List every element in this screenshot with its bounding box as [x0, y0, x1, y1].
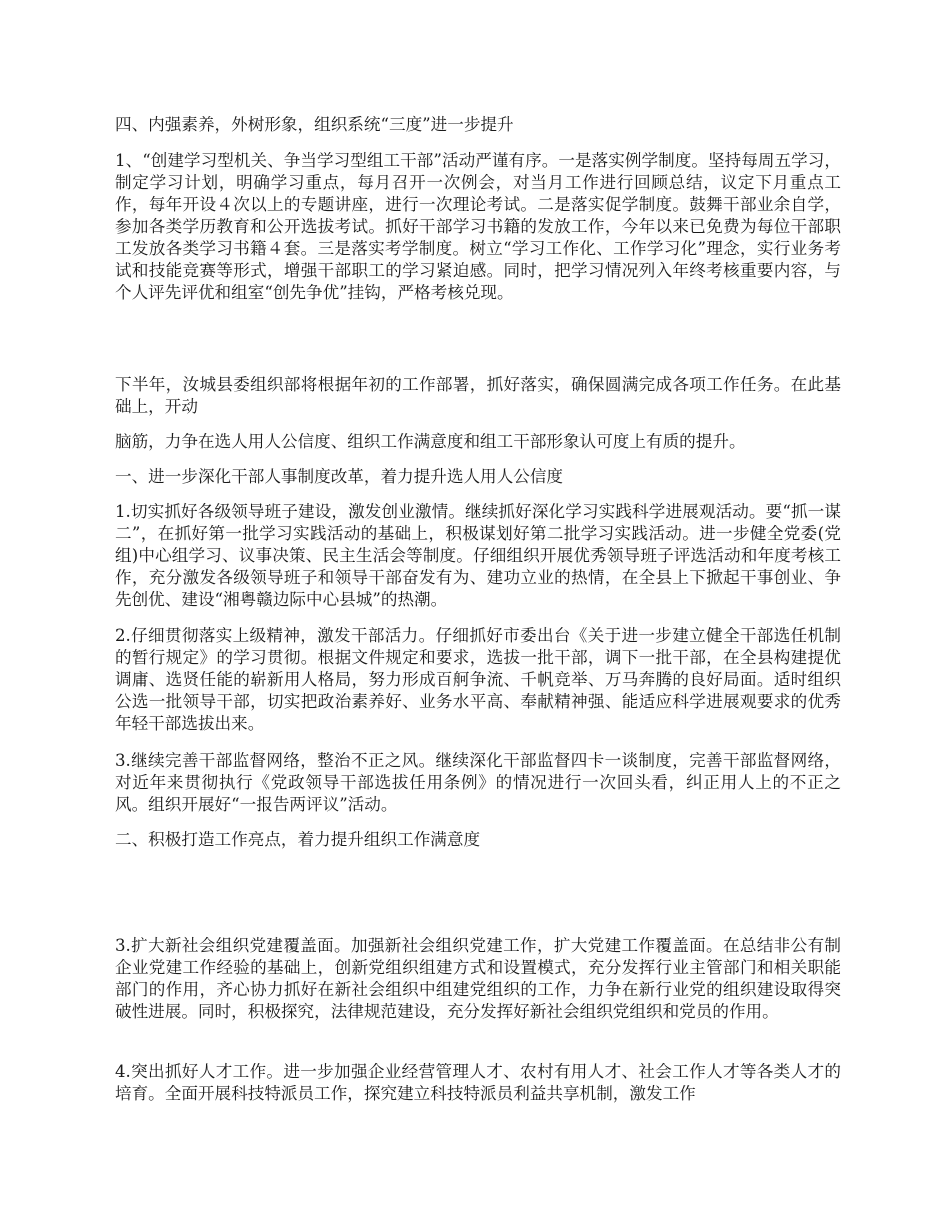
section-heading-2: 二、积极打造工作亮点，着力提升组织工作满意度 — [115, 830, 481, 849]
paragraph-goal-statement: 脑筋，力争在选人用人公信度、组织工作满意度和组工干部形象认可度上有质的提升。 — [115, 432, 746, 451]
paragraph-learning-organization: 1、“创建学习型机关、争当学习型组工干部”活动严谨有序。一是落实例学制度。坚持每周五学习，制定学习计划，明确学习重点，每月召开一次例会，对当月工作进行回顾总结，议定下月重点工作，每年开设４次以上的专题讲座，进行一次理论考试。二是落实促学制度。鼓舞干部业余自学，参加各类学历教育和公开选拔考试。抓好干部学习书籍的发放工作，今年以来已免费为每位干部职工发放各类学习书籍４套。三是落实考学制度。树立“学习工作化、工作学习化”理念，实行业务考试和技能竞赛等形式，增强干部职工的学习紧迫感。同时，把学习情况列入年终考核重要内容，与个人评先评优和组室“创先争优”挂钩，严格考核兑现。 — [115, 151, 841, 302]
paragraph-supervision-network: 3.继续完善干部监督网络，整治不正之风。继续深化干部监督四卡一谈制度，完善干部监督网络，对近年来贯彻执行《党政领导干部选拔任用条例》的情况进行一次回头看，纠正用人上的不正之风。组织开展好“一报告两评议”活动。 — [115, 751, 841, 814]
section-heading-4: 四、内强素养，外树形象，组织系统“三度”进一步提升 — [115, 115, 514, 134]
paragraph-talent-work: 4.突出抓好人才工作。进一步加强企业经营管理人才、农村有用人才、社会工作人才等各类人才的培育。全面开展科技特派员工作，探究建立科技特派员利益共享机制，激发工作 — [115, 1062, 841, 1103]
paragraph-second-half-year: 下半年，汝城县委组织部将根据年初的工作部署，抓好落实，确保圆满完成各项工作任务。在此基础上，开动 — [115, 375, 841, 416]
section-heading-1: 一、进一步深化干部人事制度改革，着力提升选人用人公信度 — [115, 467, 564, 486]
paragraph-implement-spirit: 2.仔细贯彻落实上级精神，激发干部活力。仔细抓好市委出台《关于进一步建立健全干部选任机制的暂行规定》的学习贯彻。根据文件规定和要求，选拔一批干部，调下一批干部，在全县构建提优调庸、选贤任能的崭新用人格局，努力形成百舸争流、千帆竞举、万马奔腾的良好局面。适时组织公选一批领导干部，切实把政治素养好、业务水平高、奉献精神强、能适应科学进展观要求的优秀年轻干部选拔出来。 — [115, 626, 841, 733]
paragraph-new-social-organizations: 3.扩大新社会组织党建覆盖面。加强新社会组织党建工作，扩大党建工作覆盖面。在总结非公有制企业党建工作经验的基础上，创新党组织组建方式和设置模式，充分发挥行业主管部门和相关职能部门的作用，齐心协力抓好在新社会组织中组建党组织的工作，力争在新行业党的组织建设取得突破性进展。同时，积极探究，法律规范建设，充分发挥好新社会组织党组织和党员的作用。 — [115, 936, 841, 1021]
paragraph-leadership-building: 1.切实抓好各级领导班子建设，激发创业激情。继续抓好深化学习实践科学进展观活动。要“抓一谋二”，在抓好第一批学习实践活动的基础上，积极谋划好第二批学习实践活动。进一步健全党委(党组)中心组学习、议事决策、民主生活会等制度。仔细组织开展优秀领导班子评选活动和年度考核工作，充分激发各级领导班子和领导干部奋发有为、建功立业的热情，在全县上下掀起干事创业、争先创优、建设“湘粤赣边际中心县城”的热潮。 — [115, 502, 841, 609]
